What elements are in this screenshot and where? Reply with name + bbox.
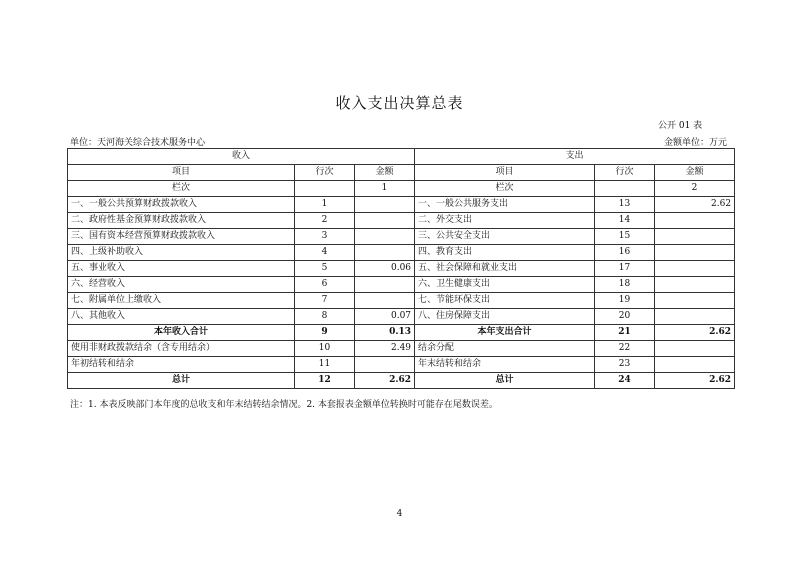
expense-index-line [595,181,655,197]
expense-line-cell: 24 [595,373,655,389]
amount-unit-label: 金额单位：万元 [664,138,728,148]
expense-line-cell: 16 [595,245,655,261]
column-header-row [68,165,735,181]
expense-amount-cell [655,213,735,229]
expense-index-col: 2 [655,181,735,197]
expense-line-cell: 13 [595,197,655,213]
table-row [68,293,735,309]
expense-item-cell: 一、一般公共服务支出 [415,197,595,213]
subtotal-row [68,325,735,341]
expense-item-cell: 七、节能环保支出 [415,293,595,309]
expense-item-cell: 本年支出合计 [415,325,595,341]
income-amount-cell: 2.62 [355,373,415,389]
expense-amount-cell: 2.62 [655,373,735,389]
income-item-header: 项目 [68,165,295,181]
income-group-header: 收入 [68,149,415,165]
income-line-cell: 12 [295,373,355,389]
total-row [68,373,735,389]
income-item-cell: 一、一般公共预算财政拨款收入 [68,197,295,213]
income-item-cell: 年初结转和结余 [68,357,295,373]
income-amount-header: 金额 [355,165,415,181]
income-item-cell: 四、上级补助收入 [68,245,295,261]
income-amount-cell: 2.49 [355,341,415,357]
income-amount-cell [355,245,415,261]
expense-index-label: 栏次 [415,181,595,197]
expense-line-header: 行次 [595,165,655,181]
table-row [68,213,735,229]
expense-line-cell: 22 [595,341,655,357]
income-item-cell: 六、经营收入 [68,277,295,293]
expense-line-cell: 23 [595,357,655,373]
expense-line-cell: 15 [595,229,655,245]
income-item-cell: 总计 [68,373,295,389]
income-line-cell: 11 [295,357,355,373]
expense-amount-cell: 2.62 [655,197,735,213]
table-row [68,309,735,325]
income-item-cell: 七、附属单位上缴收入 [68,293,295,309]
income-line-cell: 8 [295,309,355,325]
income-index-col: 1 [355,181,415,197]
expense-item-cell: 二、外交支出 [415,213,595,229]
expense-amount-cell [655,309,735,325]
expense-amount-cell [655,357,735,373]
expense-line-cell: 19 [595,293,655,309]
income-item-cell: 本年收入合计 [68,325,295,341]
income-line-cell: 5 [295,261,355,277]
income-amount-cell [355,277,415,293]
expense-item-cell: 年末结转和结余 [415,357,595,373]
income-item-cell: 三、国有资本经营预算财政拨款收入 [68,229,295,245]
income-line-cell: 4 [295,245,355,261]
table-row [68,357,735,373]
income-amount-cell: 0.13 [355,325,415,341]
page-number: 4 [396,509,403,519]
expense-line-cell: 17 [595,261,655,277]
income-amount-cell [355,213,415,229]
income-line-cell: 3 [295,229,355,245]
expense-item-cell: 结余分配 [415,341,595,357]
income-amount-cell [355,197,415,213]
expense-amount-cell: 2.62 [655,325,735,341]
table-row [68,277,735,293]
income-line-cell: 1 [295,197,355,213]
expense-item-cell: 八、住房保障支出 [415,309,595,325]
income-item-cell: 五、事业收入 [68,261,295,277]
expense-item-cell: 三、公共安全支出 [415,229,595,245]
footnote: 注：1. 本表反映部门本年度的总收支和年末结转结余情况。2. 本套报表金额单位转换时可能存在尾数误差。 [70,400,498,410]
expense-item-cell: 四、教育支出 [415,245,595,261]
expense-amount-cell [655,261,735,277]
income-line-cell: 2 [295,213,355,229]
group-header-row [68,149,735,165]
income-line-cell: 10 [295,341,355,357]
income-amount-cell: 0.06 [355,261,415,277]
form-code: 公开 01 表 [658,121,703,131]
income-item-cell: 八、其他收入 [68,309,295,325]
table-row [68,229,735,245]
page-title: 收入支出决算总表 [335,94,464,112]
income-item-cell: 使用非财政拨款结余（含专用结余） [68,341,295,357]
expense-amount-cell [655,229,735,245]
expense-line-cell: 20 [595,309,655,325]
table-row [68,261,735,277]
expense-amount-cell [655,341,735,357]
expense-item-cell: 六、卫生健康支出 [415,277,595,293]
table-row [68,245,735,261]
expense-group-header: 支出 [415,149,735,165]
income-index-label: 栏次 [68,181,295,197]
expense-line-cell: 14 [595,213,655,229]
income-line-header: 行次 [295,165,355,181]
income-index-line [295,181,355,197]
table-row [68,197,735,213]
expense-item-header: 项目 [415,165,595,181]
expense-line-cell: 21 [595,325,655,341]
income-line-cell: 9 [295,325,355,341]
column-index-row [68,181,735,197]
expense-amount-cell [655,245,735,261]
income-amount-cell [355,293,415,309]
expense-line-cell: 18 [595,277,655,293]
expense-amount-cell [655,277,735,293]
income-line-cell: 6 [295,277,355,293]
expense-amount-cell [655,293,735,309]
expense-item-cell: 总计 [415,373,595,389]
income-line-cell: 7 [295,293,355,309]
expense-item-cell: 五、社会保障和就业支出 [415,261,595,277]
expense-amount-header: 金额 [655,165,735,181]
income-amount-cell: 0.07 [355,309,415,325]
income-item-cell: 二、政府性基金预算财政拨款收入 [68,213,295,229]
income-amount-cell [355,357,415,373]
income-amount-cell [355,229,415,245]
summary-table [67,148,735,389]
unit-label: 单位：天河海关综合技术服务中心 [70,138,206,148]
table-row [68,341,735,357]
